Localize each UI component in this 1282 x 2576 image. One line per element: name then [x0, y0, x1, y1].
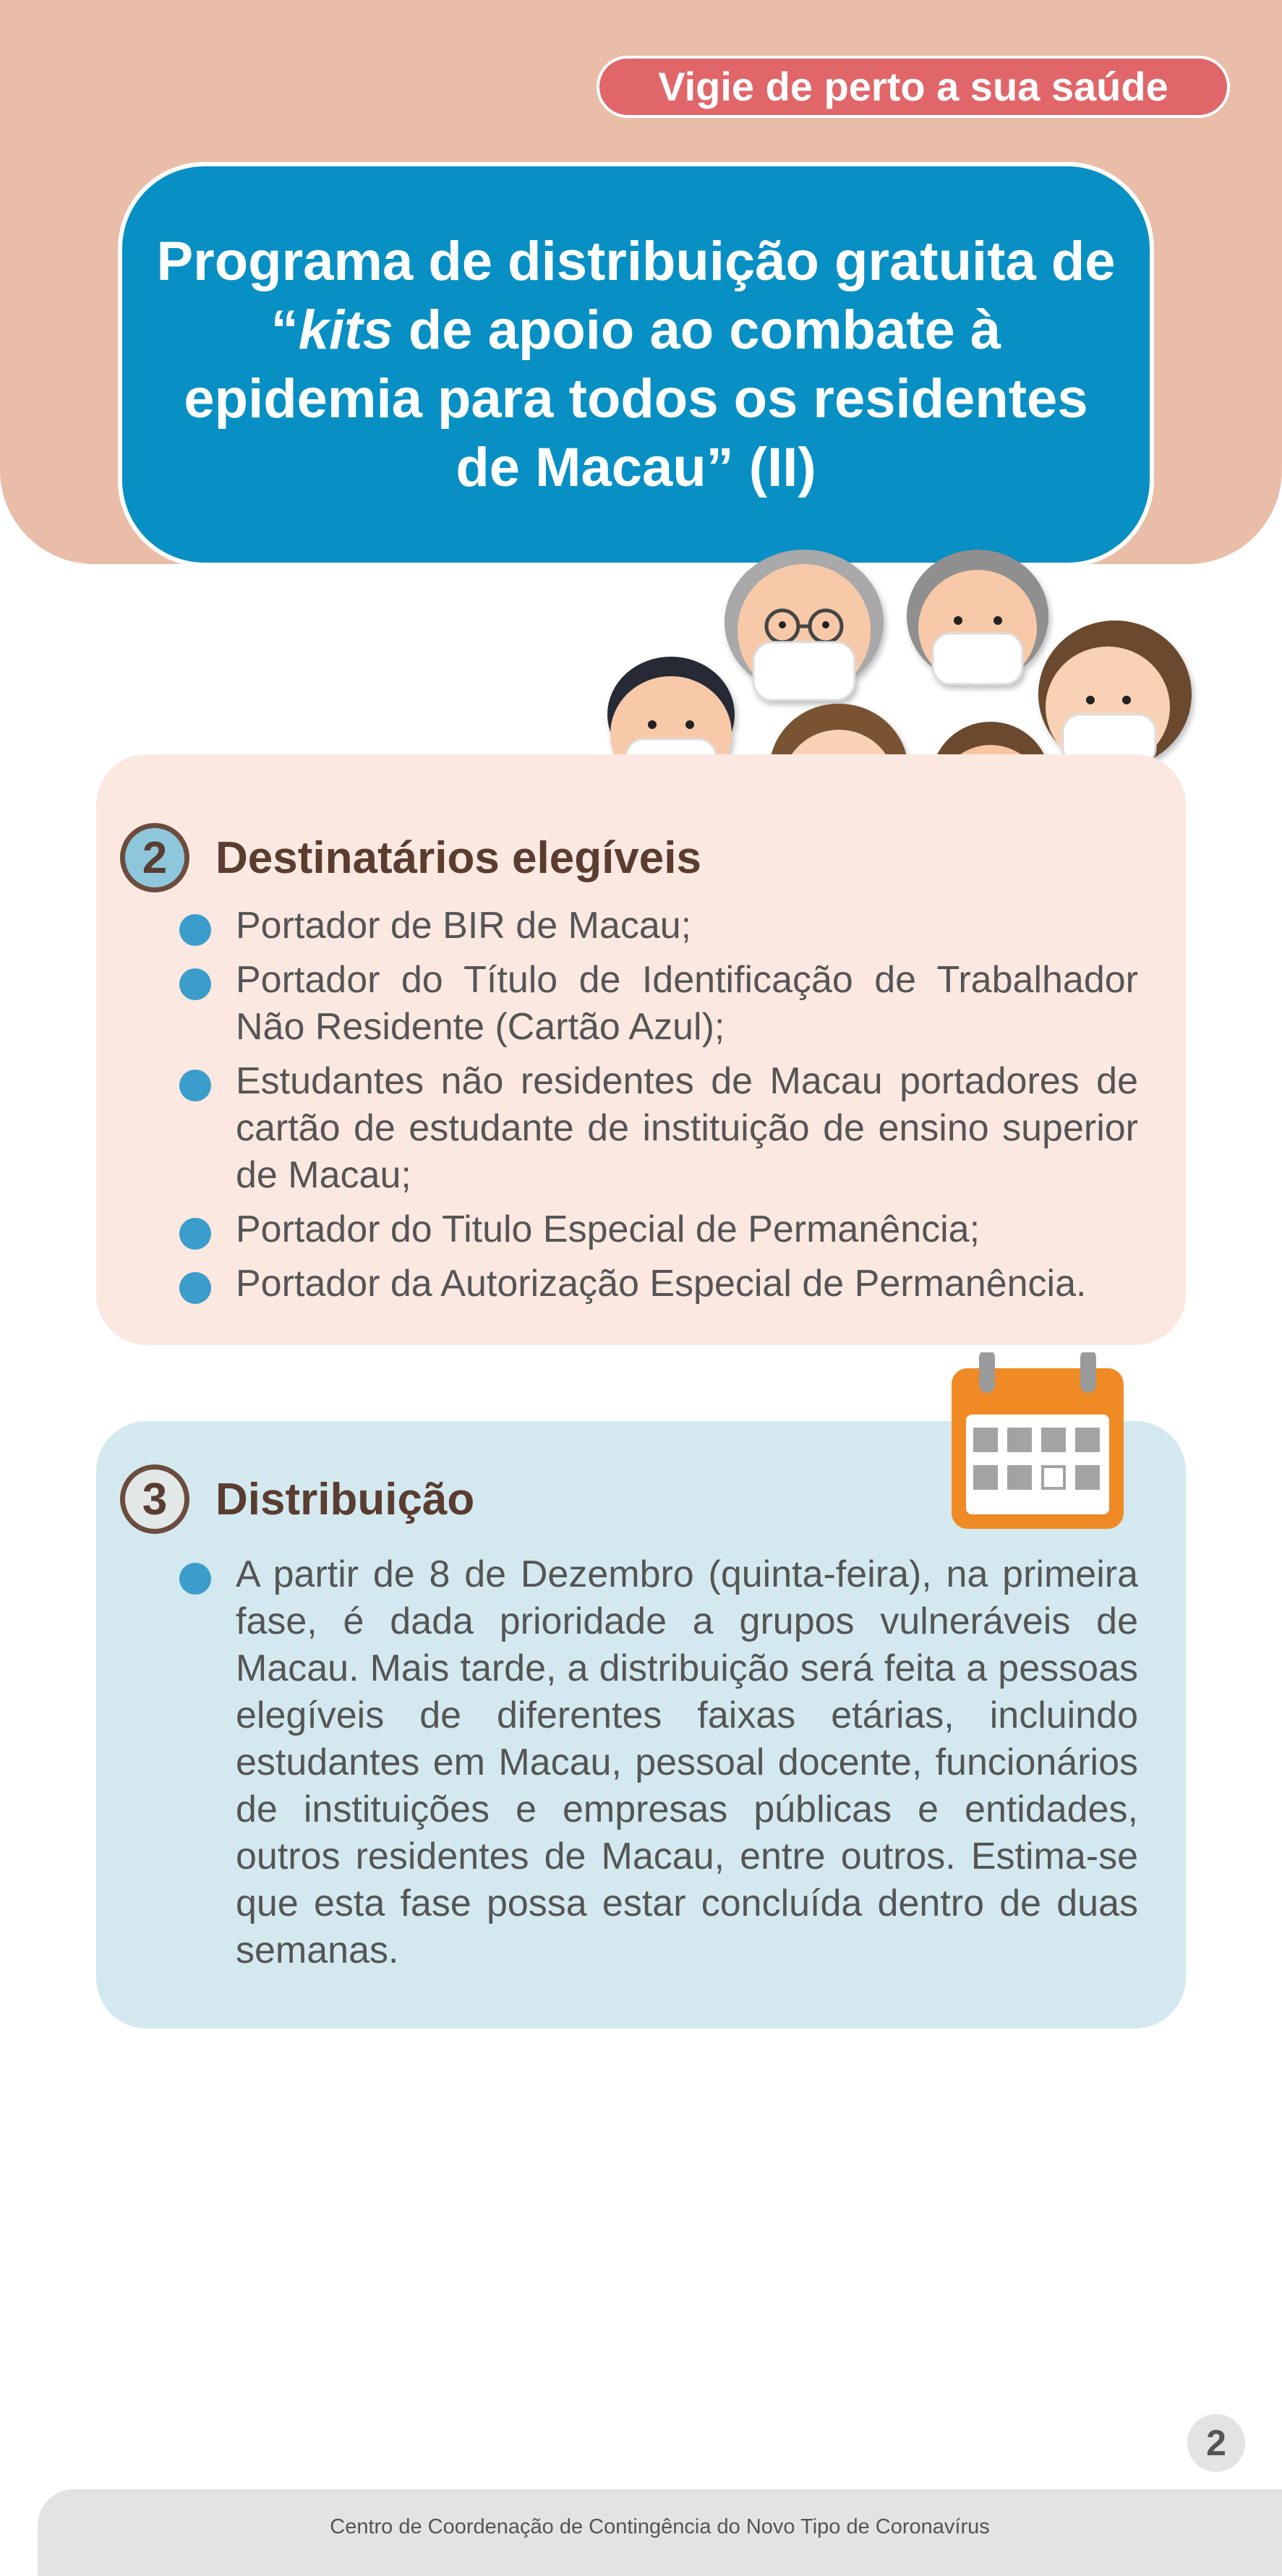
list-item: A partir de 8 de Dezembro (quinta-feira), na primeira fase, é dada prioridade a grupos vulneráveis de Macau. Mais tarde, a distribuição será feita a pessoas elegíveis de diferentes faixas etárias, incluindo estudantes em Macau, pessoal docente, funcionários de instituições e empresas públicas e entidades, outros residentes de Macau, entre outros. Estima-se que esta fase possa estar concluída dentro de duas semanas. — [179, 1551, 1138, 1974]
footer — [38, 2489, 1282, 2576]
section-3-heading — [120, 1464, 474, 1534]
tagline-badge: Vigie de perto a sua saúde — [597, 56, 1230, 118]
section-title: Destinatários elegíveis — [215, 832, 701, 883]
eligibility-list — [179, 903, 1138, 1315]
distribution-list — [179, 1551, 1138, 1974]
title-part-1: Programa de distribuição gratuita de “ — [156, 231, 1116, 361]
title-box — [118, 162, 1154, 567]
list-item: Portador do Título de Identificação de Trabalhador Não Residente (Cartão Azul); — [179, 957, 1138, 1051]
section-title: Distribuição — [215, 1474, 475, 1524]
title-part-2: de apoio ao combate à epidemia para todos os residentes de Macau” (II) — [184, 299, 1088, 498]
grandma-icon — [907, 550, 1048, 686]
title-italic: kits — [298, 299, 393, 361]
calendar-icon — [947, 1352, 1128, 1533]
section-2-heading — [120, 823, 701, 892]
bullet-icon — [179, 1218, 211, 1250]
list-item: Estudantes não residentes de Macau portadores de cartão de estudante de instituição de ensino superior de Macau; — [179, 1058, 1138, 1199]
page-number: 2 — [1187, 2414, 1245, 2472]
grandpa-icon — [725, 550, 884, 700]
page-title — [151, 227, 1121, 502]
bullet-icon — [179, 914, 211, 946]
bullet-icon — [179, 1070, 211, 1101]
mother-icon — [1038, 620, 1192, 768]
section-number-badge: 3 — [120, 1464, 189, 1534]
footer-text: Centro de Coordenação de Contingência do Novo Tipo de Coronavírus — [330, 2515, 990, 2538]
list-item: Portador do Titulo Especial de Permanência; — [179, 1206, 1138, 1253]
section-number-badge: 2 — [120, 823, 189, 892]
bullet-icon — [179, 968, 211, 1000]
list-item: Portador da Autorização Especial de Permanência. — [179, 1261, 1138, 1308]
bullet-icon — [179, 1563, 211, 1595]
list-item: Portador de BIR de Macau; — [179, 903, 1138, 950]
bullet-icon — [179, 1272, 211, 1304]
